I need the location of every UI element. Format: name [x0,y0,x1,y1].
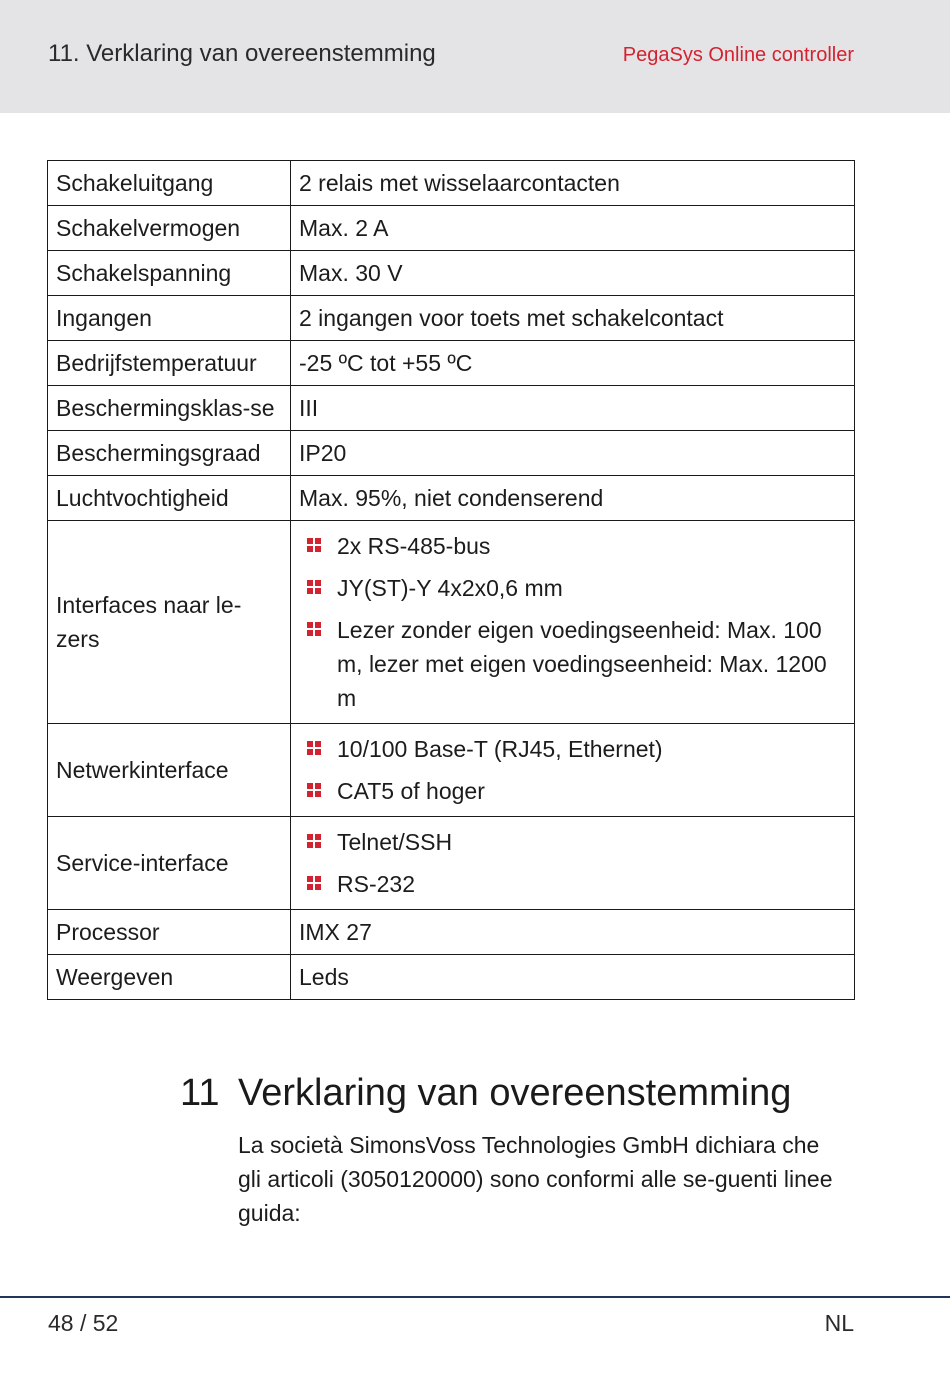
spec-key: Schakelspanning [48,251,291,296]
spec-key: Schakeluitgang [48,161,291,206]
spec-value-list [299,529,846,715]
list-item-text: 10/100 Base-T (RJ45, Ethernet) [337,736,663,762]
spec-key: Beschermingsklas-se [48,386,291,431]
table-row [48,910,855,955]
red-square-bullet-icon [307,783,322,798]
table-row [48,521,855,724]
page-number: 48 / 52 [48,1310,119,1336]
spec-key: Netwerkinterface [48,724,291,817]
list-item [299,867,846,901]
spec-value: Max. 95%, niet condenserend [291,476,855,521]
red-square-bullet-icon [307,538,322,553]
spec-table [47,160,855,1000]
section-number: 11 [180,1072,220,1114]
table-row [48,251,855,296]
header-section-title: 11. Verklaring van overeenstemming [48,40,436,67]
list-item-text: Lezer zonder eigen voedingseenheid: Max. 100 m, lezer met eigen voedingseenheid: Max. 1200 m [337,617,827,711]
red-square-bullet-icon [307,741,322,756]
spec-value-list [299,732,846,808]
list-item [299,613,846,715]
spec-value: Max. 2 A [291,206,855,251]
spec-value: 2 relais met wisselaarcontacten [291,161,855,206]
spec-key: Processor [48,910,291,955]
table-row [48,724,855,817]
list-item [299,774,846,808]
section-paragraph: La società SimonsVoss Technologies GmbH dichiara che gli articoli (3050120000) sono conformi alle se-guenti linee guida: [238,1132,833,1226]
list-item [299,825,846,859]
list-item [299,571,846,605]
spec-value-list [299,825,846,901]
spec-key: Ingangen [48,296,291,341]
red-square-bullet-icon [307,834,322,849]
table-row [48,431,855,476]
list-item [299,529,846,563]
section-title: Verklaring van overeenstemming [238,1072,792,1114]
list-item [299,732,846,766]
red-square-bullet-icon [307,876,322,891]
spec-value: IMX 27 [291,910,855,955]
table-row [48,341,855,386]
spec-value [291,724,855,817]
spec-key: Luchtvochtigheid [48,476,291,521]
spec-key: Weergeven [48,955,291,1000]
spec-value [291,817,855,910]
table-row [48,955,855,1000]
list-item-text: RS-232 [337,871,415,897]
language-code: NL [824,1310,854,1336]
table-row [48,206,855,251]
spec-key: Service-interface [48,817,291,910]
spec-key: Interfaces naar le-zers [48,521,291,724]
table-row [48,296,855,341]
spec-value: Leds [291,955,855,1000]
footer-divider [0,1296,950,1298]
spec-value: IP20 [291,431,855,476]
list-item-text: CAT5 of hoger [337,778,485,804]
spec-key: Bedrijfstemperatuur [48,341,291,386]
list-item-text: Telnet/SSH [337,829,453,855]
table-row [48,161,855,206]
spec-value: 2 ingangen voor toets met schakelcontact [291,296,855,341]
spec-key: Schakelvermogen [48,206,291,251]
red-square-bullet-icon [307,580,322,595]
header-product-name: PegaSys Online controller [622,44,854,66]
page-header [0,0,950,113]
red-square-bullet-icon [307,622,322,637]
list-item-text: 2x RS-485-bus [337,533,491,559]
spec-value: -25 ºC tot +55 ºC [291,341,855,386]
table-row [48,817,855,910]
spec-value: Max. 30 V [291,251,855,296]
spec-value [291,521,855,724]
list-item-text: JY(ST)-Y 4x2x0,6 mm [337,575,563,601]
table-row [48,476,855,521]
spec-value: III [291,386,855,431]
spec-key: Beschermingsgraad [48,431,291,476]
table-row [48,386,855,431]
